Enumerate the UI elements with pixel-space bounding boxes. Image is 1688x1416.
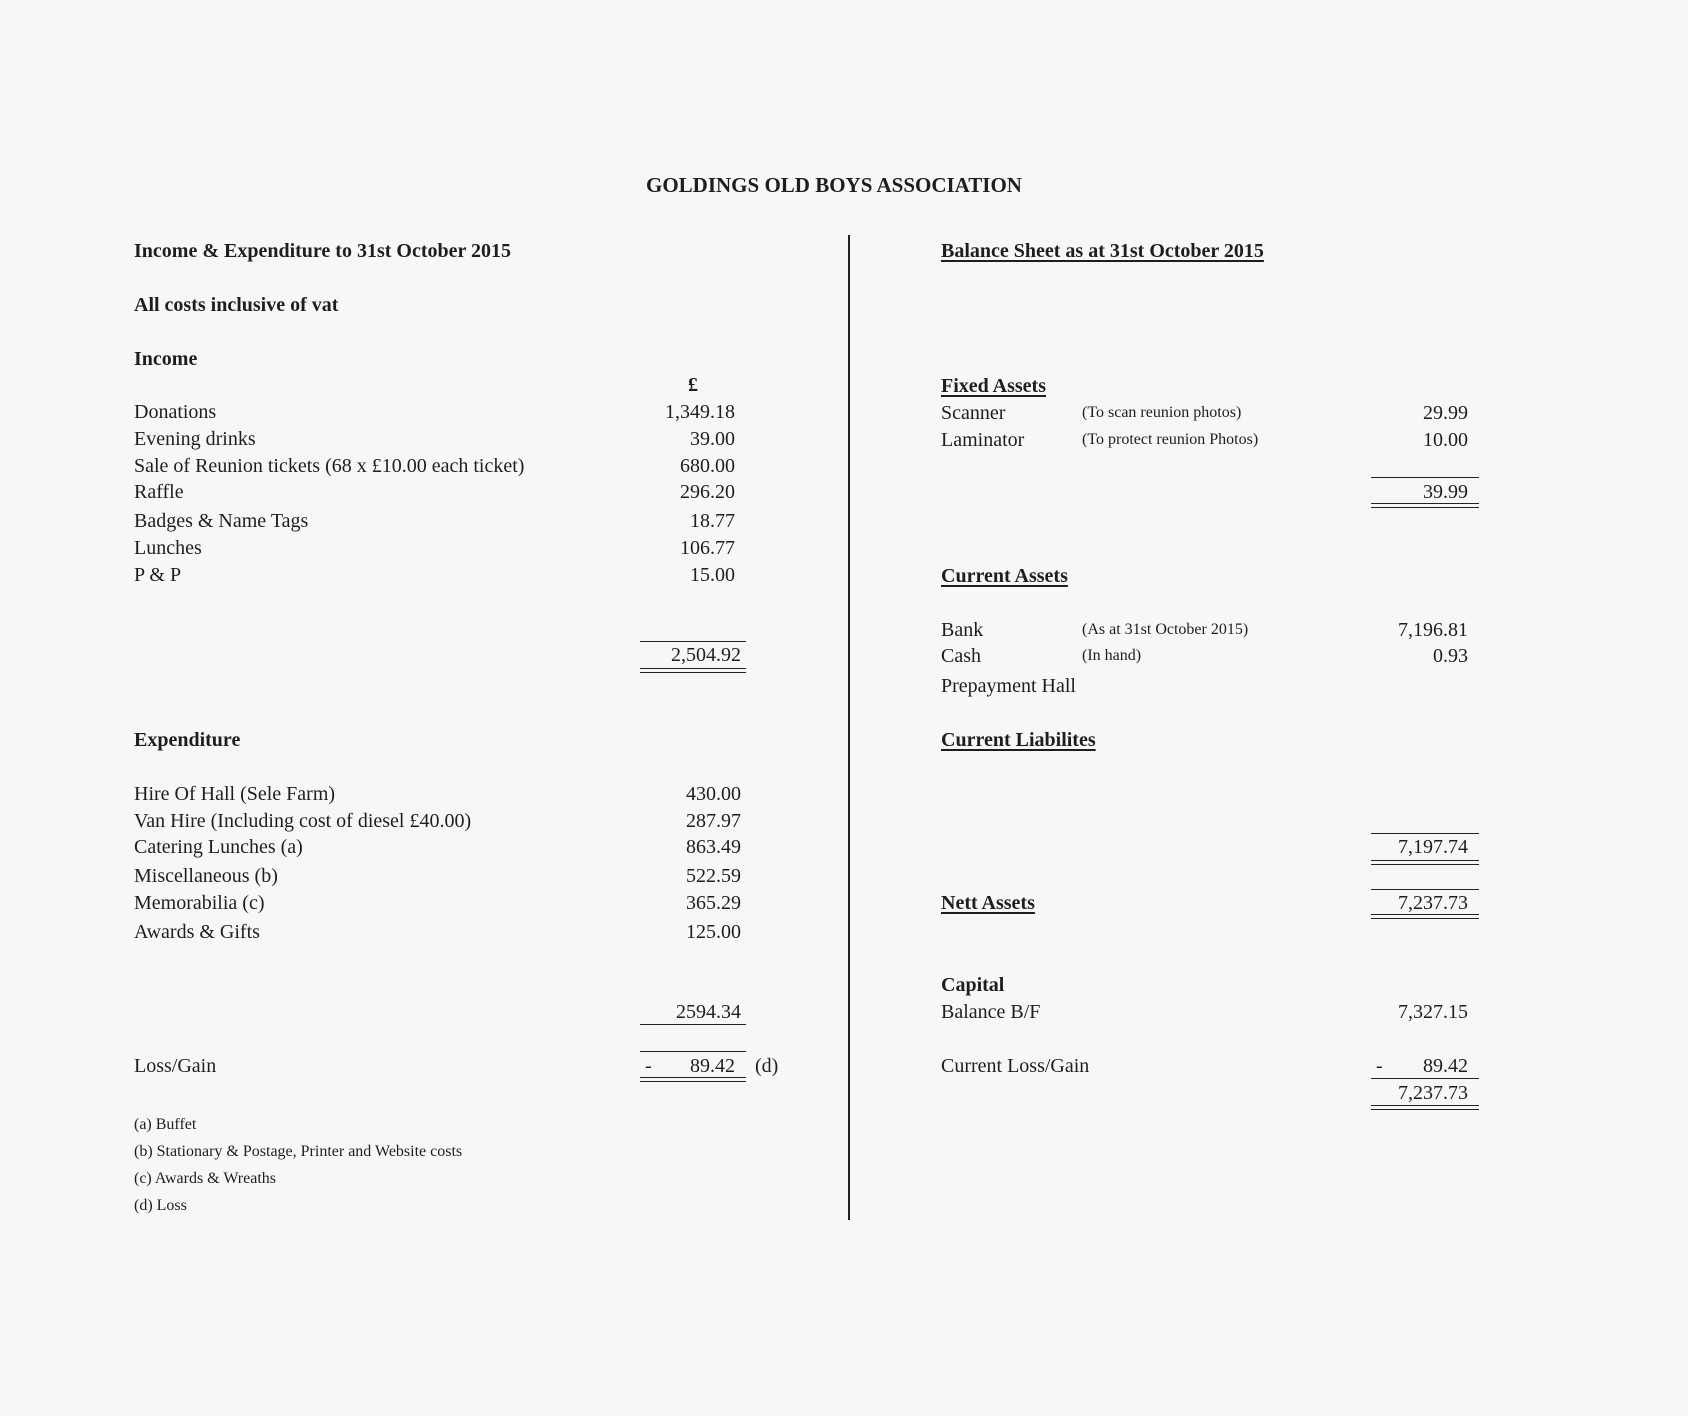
current-liabilities-total: 7,197.74	[1398, 836, 1468, 858]
expenditure-row-label: Hire Of Hall (Sele Farm)	[134, 783, 336, 805]
income-row-label: Raffle	[134, 481, 184, 503]
rule	[1371, 1078, 1479, 1079]
current-liabilities-heading: Current Liabilites	[941, 729, 1096, 751]
rule	[1371, 918, 1479, 919]
rule	[640, 1081, 746, 1082]
current-loss-gain-label: Current Loss/Gain	[941, 1055, 1090, 1077]
rule	[640, 668, 746, 669]
fixed-assets-heading: Fixed Assets	[941, 375, 1046, 397]
current-loss-gain-amount: 89.42	[1423, 1055, 1468, 1077]
balance-bf-label: Balance B/F	[941, 1001, 1041, 1023]
rule	[1371, 864, 1479, 865]
fixed-asset-label: Laminator	[941, 429, 1025, 451]
footnote: (a) Buffet	[134, 1116, 197, 1133]
nett-assets-heading: Nett Assets	[941, 892, 1035, 914]
income-row-label: Evening drinks	[134, 428, 256, 450]
loss-gain-note: (d)	[755, 1055, 779, 1077]
expenditure-total: 2594.34	[676, 1001, 741, 1023]
income-row-label: P & P	[134, 564, 182, 586]
expenditure-row-amount: 365.29	[686, 892, 741, 914]
rule	[1371, 503, 1479, 504]
expenditure-row-label: Memorabilia (c)	[134, 892, 265, 914]
income-row-amount: 39.00	[690, 428, 735, 450]
footnote: (c) Awards & Wreaths	[134, 1170, 276, 1187]
fixed-asset-note: (To scan reunion photos)	[1082, 404, 1242, 421]
footnote: (b) Stationary & Postage, Printer and Website costs	[134, 1143, 463, 1160]
income-row-amount: 1,349.18	[665, 401, 735, 423]
income-heading: Income	[134, 348, 198, 370]
fixed-asset-label: Scanner	[941, 402, 1006, 424]
expenditure-row-amount: 863.49	[686, 836, 741, 858]
rule	[640, 641, 746, 642]
income-total: 2,504.92	[671, 644, 741, 666]
rule	[640, 1051, 746, 1052]
footnote: (d) Loss	[134, 1197, 187, 1214]
capital-heading: Capital	[941, 974, 1005, 996]
income-row-label: Badges & Name Tags	[134, 510, 309, 532]
current-assets-heading: Current Assets	[941, 565, 1068, 587]
rule	[1371, 914, 1479, 915]
income-expenditure-heading: Income & Expenditure to 31st October 2015	[134, 240, 512, 262]
income-row-label: Sale of Reunion tickets (68 x £10.00 each ticket)	[134, 455, 525, 477]
fixed-assets-total: 39.99	[1423, 481, 1468, 503]
expenditure-row-amount: 430.00	[686, 783, 741, 805]
fixed-asset-note: (To protect reunion Photos)	[1082, 431, 1259, 448]
rule	[1371, 477, 1479, 478]
rule	[1371, 833, 1479, 834]
fixed-asset-amount: 10.00	[1423, 429, 1468, 451]
current-asset-amount: 0.93	[1433, 645, 1468, 667]
expenditure-row-amount: 287.97	[686, 810, 741, 832]
rule	[1371, 1105, 1479, 1106]
income-row-label: Lunches	[134, 537, 202, 559]
fixed-asset-amount: 29.99	[1423, 402, 1468, 424]
expenditure-row-label: Van Hire (Including cost of diesel £40.00)	[134, 810, 472, 832]
expenditure-heading: Expenditure	[134, 729, 241, 751]
document-title: GOLDINGS OLD BOYS ASSOCIATION	[646, 173, 1022, 197]
income-row-amount: 680.00	[680, 455, 735, 477]
current-asset-label: Bank	[941, 619, 984, 641]
loss-gain-sign: -	[645, 1055, 652, 1077]
column-divider	[848, 235, 850, 1220]
current-asset-amount: 7,196.81	[1398, 619, 1468, 641]
expenditure-row-amount: 522.59	[686, 865, 741, 887]
current-asset-note: (In hand)	[1082, 647, 1142, 664]
income-row-amount: 106.77	[680, 537, 735, 559]
income-row-label: Donations	[134, 401, 217, 423]
expenditure-row-label: Awards & Gifts	[134, 921, 260, 943]
rule	[1371, 889, 1479, 890]
current-asset-label: Cash	[941, 645, 981, 667]
loss-gain-amount: 89.42	[690, 1055, 735, 1077]
rule	[640, 1024, 746, 1025]
rule	[1371, 860, 1479, 861]
rule	[1371, 507, 1479, 508]
rule	[1371, 1109, 1479, 1110]
income-row-amount: 18.77	[690, 510, 735, 532]
rule	[640, 1077, 746, 1078]
rule	[640, 672, 746, 673]
balance-bf-amount: 7,327.15	[1398, 1001, 1468, 1023]
nett-assets-amount: 7,237.73	[1398, 892, 1468, 914]
expenditure-row-amount: 125.00	[686, 921, 741, 943]
current-asset-note: (As at 31st October 2015)	[1082, 621, 1249, 638]
expenditure-row-label: Catering Lunches (a)	[134, 836, 303, 858]
balance-sheet-heading: Balance Sheet as at 31st October 2015	[941, 240, 1264, 262]
expenditure-row-label: Miscellaneous (b)	[134, 865, 278, 887]
current-asset-label: Prepayment Hall	[941, 675, 1076, 697]
loss-gain-label: Loss/Gain	[134, 1055, 217, 1077]
capital-total: 7,237.73	[1398, 1082, 1468, 1104]
income-row-amount: 296.20	[680, 481, 735, 503]
income-row-amount: 15.00	[690, 564, 735, 586]
currency-symbol: £	[688, 374, 698, 396]
current-loss-gain-sign: -	[1376, 1055, 1383, 1077]
vat-note: All costs inclusive of vat	[134, 294, 339, 316]
